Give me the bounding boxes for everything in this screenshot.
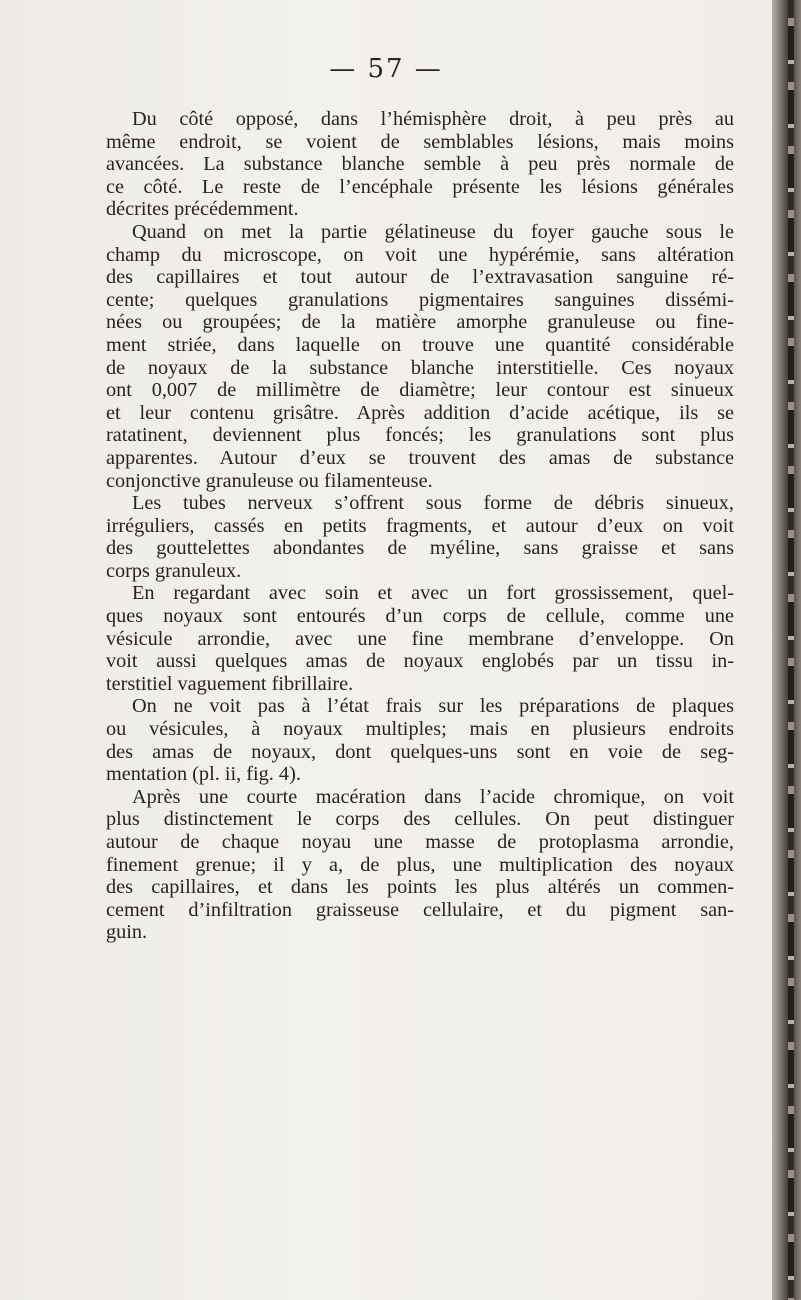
paragraph	[106, 786, 734, 944]
text-line: des amas de noyaux, dont quelques-uns sont en voie de seg-	[106, 740, 734, 763]
text-line: cente; quelques granulations pigmentaires sanguines dissémi-	[106, 288, 734, 311]
text-line: même endroit, se voient de semblables lésions, mais moins	[106, 130, 734, 153]
text-line: corps granuleux.	[106, 559, 242, 582]
text-line: de noyaux de la substance blanche interstitielle. Ces noyaux	[106, 356, 734, 379]
text-line: mentation (pl. ii, fig. 4).	[106, 763, 301, 786]
text-line: Les tubes nerveux s’offrent sous forme de débris sinueux,	[132, 492, 734, 515]
text-line: Du côté opposé, dans l’hémisphère droit, à peu près au	[132, 108, 734, 130]
text-line: ratatinent, deviennent plus foncés; les granulations sont plus	[106, 424, 734, 447]
binding-edge	[772, 0, 801, 1300]
text-line: ou vésicules, à noyaux multiples; mais en plusieurs endroits	[106, 718, 734, 741]
paragraph	[106, 582, 734, 695]
paragraph	[106, 221, 734, 492]
text-line: ont 0,007 de millimètre de diamètre; leur contour est sinueux	[106, 379, 734, 402]
paragraph	[106, 108, 734, 221]
paragraph	[106, 695, 734, 785]
text-line: terstitiel vaguement fibrillaire.	[106, 672, 354, 695]
text-line: apparentes. Autour d’eux se trouvent des amas de substance	[106, 446, 734, 469]
text-line: nées ou groupées; de la matière amorphe granuleuse ou fine-	[106, 311, 734, 334]
text-line: Après une courte macération dans l’acide chromique, on voit	[132, 785, 734, 808]
text-line: des capillaires et tout autour de l’extravasation sanguine ré-	[106, 266, 734, 289]
text-line: finement grenue; il y a, de plus, une multiplication des noyaux	[106, 853, 734, 876]
paragraph	[106, 492, 734, 582]
text-line: avancées. La substance blanche semble à peu près normale de	[106, 153, 734, 176]
text-line: On ne voit pas à l’état frais sur les préparations de plaques	[132, 695, 734, 718]
text-line: ment striée, dans laquelle on trouve une quantité considérable	[106, 333, 734, 356]
text-line: voit aussi quelques amas de noyaux englobés par un tissu in-	[106, 650, 734, 673]
text-line: et leur contenu grisâtre. Après addition d’acide acétique, ils se	[106, 401, 734, 424]
text-line: champ du microscope, on voit une hypérémie, sans altération	[106, 243, 734, 266]
text-line: plus distinctement le corps des cellules. On peut distinguer	[106, 808, 734, 831]
text-line: ce côté. Le reste de l’encéphale présente les lésions générales	[106, 175, 734, 198]
text-line: des gouttelettes abondantes de myéline, sans graisse et sans	[106, 537, 734, 560]
text-line: conjonctive granuleuse ou filamenteuse.	[106, 469, 433, 492]
binding-stripe	[788, 0, 794, 1300]
text-line: guin.	[106, 921, 148, 944]
body-text	[106, 108, 734, 944]
text-line: autour de chaque noyau une masse de protoplasma arrondie,	[106, 831, 734, 853]
page-number: — 57 —	[329, 54, 443, 84]
text-line: irréguliers, cassés en petits fragments, et autour d’eux on voit	[106, 514, 734, 537]
text-line: En regardant avec soin et avec un fort grossissement, quel-	[132, 582, 734, 605]
text-line: Quand on met la partie gélatineuse du foyer gauche sous le	[132, 220, 734, 243]
text-line: des capillaires, et dans les points les plus altérés un commen-	[106, 876, 734, 899]
text-line: ques noyaux sont entourés d’un corps de cellule, comme une	[106, 605, 734, 628]
text-line: vésicule arrondie, avec une fine membrane d’enveloppe. On	[106, 627, 734, 650]
text-line: cement d’infiltration graisseuse cellulaire, et du pigment san-	[106, 898, 734, 921]
text-line: décrites précédemment.	[106, 198, 299, 221]
